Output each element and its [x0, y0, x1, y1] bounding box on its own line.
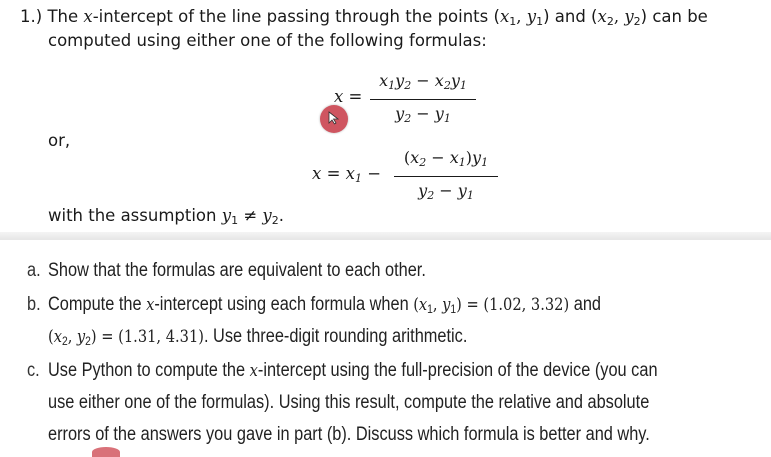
annotation-mark	[92, 447, 120, 457]
problem-intro-line-1	[20, 6, 708, 33]
formula1-numerator: $x_1y_2 - x_2y_1$	[379, 71, 467, 92]
formula2-fraction	[394, 147, 498, 207]
bottom-question-region	[0, 240, 771, 454]
or-label: or,	[48, 131, 71, 150]
formula1-denominator: $y_2 - y_1$	[395, 104, 451, 126]
intro-line-1-rendered: The x-intercept of the line passing through the points ($x_1$, $y_1$) and ($x_2$, $y_2$) can be	[47, 7, 708, 28]
problem-number: 1.)	[20, 7, 43, 26]
part-b-label: b.	[27, 294, 41, 315]
pointer-cursor-icon	[320, 105, 348, 133]
part-c-line-3: errors of the answers you gave in part (b). Discuss which formula is better and why.	[48, 424, 650, 445]
formula2-lhs: $x = x_1$ −	[312, 164, 382, 185]
part-b-line-2: ($x_2$, $y_2) = (1.31$, 4.31). Use three-digit rounding arithmetic.	[48, 326, 468, 348]
formula2-numerator: $(x_2 - x_1)y_1$	[403, 148, 489, 169]
section-divider	[0, 232, 771, 240]
problem-intro-line-2: computed using either one of the following formulas:	[48, 31, 487, 50]
part-b-line-1: Compute the x-intercept using each formula when ($x_1$, $y_1) = (1.02$, 3.32) and	[48, 294, 602, 316]
part-c-line-2: use either one of the formulas). Using this result, compute the relative and absolute	[48, 392, 650, 413]
part-c-label: c.	[27, 360, 40, 381]
formula1-lhs: x =	[334, 87, 363, 106]
part-a-text: Show that the formulas are equivalent to each other.	[48, 260, 426, 281]
part-c-line-1: Use Python to compute the x-intercept using the full-precision of the device (you can	[48, 360, 658, 381]
part-a-label: a.	[27, 260, 41, 281]
formula1-fraction	[370, 70, 476, 130]
formula1-fraction-bar	[370, 99, 476, 100]
formula2-denominator: $y_2 - y_1$	[418, 181, 474, 203]
formula2-fraction-bar	[394, 176, 498, 177]
assumption-text: with the assumption $y_1 \ne y_2$.	[48, 206, 284, 227]
